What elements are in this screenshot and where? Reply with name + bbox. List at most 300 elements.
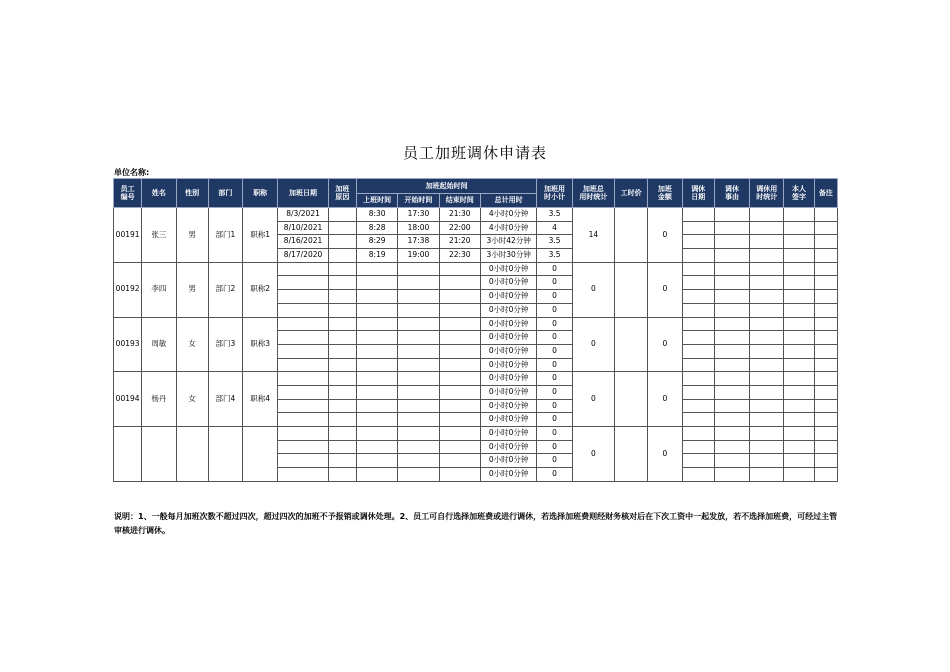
cell-end-ot[interactable]: 22:00 bbox=[439, 221, 480, 235]
cell-position[interactable]: 职称2 bbox=[243, 262, 278, 317]
cell-ot-reason[interactable] bbox=[328, 468, 356, 482]
cell-subtotal-hours: 0 bbox=[537, 385, 572, 399]
cell-name[interactable]: 杨丹 bbox=[142, 372, 176, 427]
unit-name-label: 单位名称: bbox=[114, 168, 150, 177]
cell-ot-reason[interactable] bbox=[328, 317, 356, 331]
cell-start-ot[interactable] bbox=[398, 399, 439, 413]
cell-leave-stats[interactable] bbox=[750, 303, 784, 317]
cell-start-work[interactable] bbox=[356, 413, 397, 427]
cell-emp-id[interactable]: 00193 bbox=[114, 317, 142, 372]
cell-leave-stats[interactable] bbox=[750, 276, 784, 290]
cell-ot-amount: 0 bbox=[648, 208, 682, 263]
cell-ot-reason[interactable] bbox=[328, 413, 356, 427]
cell-start-ot[interactable]: 17:30 bbox=[398, 208, 439, 222]
cell-start-work[interactable] bbox=[356, 440, 397, 454]
cell-ot-reason[interactable] bbox=[328, 385, 356, 399]
cell-total-time: 3小时30分钟 bbox=[480, 249, 536, 263]
cell-remarks[interactable] bbox=[814, 344, 837, 358]
cell-end-ot[interactable] bbox=[439, 454, 480, 468]
cell-dept[interactable]: 部门4 bbox=[208, 372, 242, 427]
cell-dept[interactable]: 部门2 bbox=[208, 262, 242, 317]
cell-remarks[interactable] bbox=[814, 276, 837, 290]
cell-emp-id[interactable]: 00192 bbox=[114, 262, 142, 317]
cell-leave-reason[interactable] bbox=[714, 427, 749, 441]
cell-ot-date[interactable] bbox=[278, 344, 328, 358]
cell-start-ot[interactable] bbox=[398, 427, 439, 441]
cell-gender[interactable]: 女 bbox=[176, 372, 208, 427]
header-position: 职称 bbox=[243, 179, 278, 208]
cell-signature[interactable] bbox=[784, 221, 814, 235]
table-row bbox=[114, 262, 838, 276]
header-hourly-rate: 工时价 bbox=[615, 179, 648, 208]
cell-ot-date[interactable] bbox=[278, 468, 328, 482]
cell-ot-date[interactable] bbox=[278, 276, 328, 290]
cell-start-work[interactable] bbox=[356, 468, 397, 482]
cell-leave-stats[interactable] bbox=[750, 235, 784, 249]
cell-leave-date[interactable] bbox=[682, 399, 714, 413]
cell-end-ot[interactable] bbox=[439, 440, 480, 454]
cell-leave-reason[interactable] bbox=[714, 290, 749, 304]
header-total-stats: 加班总 用时统计 bbox=[572, 179, 614, 208]
cell-ot-date[interactable] bbox=[278, 331, 328, 345]
cell-ot-date[interactable] bbox=[278, 399, 328, 413]
cell-total-time: 0小时0分钟 bbox=[480, 344, 536, 358]
cell-leave-stats[interactable] bbox=[750, 413, 784, 427]
cell-ot-reason[interactable] bbox=[328, 454, 356, 468]
cell-leave-reason[interactable] bbox=[714, 317, 749, 331]
cell-end-ot[interactable]: 22:30 bbox=[439, 249, 480, 263]
cell-gender[interactable]: 男 bbox=[176, 262, 208, 317]
cell-ot-date[interactable] bbox=[278, 454, 328, 468]
header-subtotal-hours: 加班用 时小计 bbox=[537, 179, 572, 208]
cell-ot-date[interactable]: 8/17/2020 bbox=[278, 249, 328, 263]
header-ot-time-group: 加班起始时间 bbox=[356, 179, 536, 194]
cell-position[interactable] bbox=[243, 427, 278, 482]
cell-end-ot[interactable] bbox=[439, 427, 480, 441]
cell-signature[interactable] bbox=[784, 413, 814, 427]
cell-position[interactable]: 职称3 bbox=[243, 317, 278, 372]
cell-start-ot[interactable] bbox=[398, 440, 439, 454]
header-leave-stats: 调休用 时统计 bbox=[750, 179, 784, 208]
header-total-time: 总计用时 bbox=[480, 194, 536, 208]
cell-remarks[interactable] bbox=[814, 303, 837, 317]
cell-total-time: 0小时0分钟 bbox=[480, 262, 536, 276]
cell-position[interactable]: 职称4 bbox=[243, 372, 278, 427]
cell-ot-reason[interactable] bbox=[328, 276, 356, 290]
cell-ot-reason[interactable] bbox=[328, 262, 356, 276]
cell-start-work[interactable] bbox=[356, 290, 397, 304]
cell-subtotal-hours: 0 bbox=[537, 399, 572, 413]
cell-leave-reason[interactable] bbox=[714, 303, 749, 317]
cell-subtotal-hours: 0 bbox=[537, 372, 572, 386]
cell-leave-date[interactable] bbox=[682, 208, 714, 222]
header-emp-id: 员工 编号 bbox=[114, 179, 142, 208]
cell-ot-reason[interactable] bbox=[328, 358, 356, 372]
cell-start-work[interactable] bbox=[356, 262, 397, 276]
cell-name[interactable] bbox=[142, 427, 176, 482]
cell-total-stats: 0 bbox=[572, 372, 614, 427]
cell-ot-reason[interactable] bbox=[328, 221, 356, 235]
cell-signature[interactable] bbox=[784, 331, 814, 345]
header-start-ot: 开始时间 bbox=[398, 194, 439, 208]
cell-start-work[interactable] bbox=[356, 331, 397, 345]
cell-start-work[interactable] bbox=[356, 303, 397, 317]
cell-start-ot[interactable] bbox=[398, 468, 439, 482]
cell-position[interactable]: 职称1 bbox=[243, 208, 278, 263]
cell-remarks[interactable] bbox=[814, 358, 837, 372]
cell-leave-date[interactable] bbox=[682, 276, 714, 290]
cell-ot-date[interactable]: 8/3/2021 bbox=[278, 208, 328, 222]
cell-leave-reason[interactable] bbox=[714, 235, 749, 249]
cell-subtotal-hours: 0 bbox=[537, 427, 572, 441]
cell-start-ot[interactable] bbox=[398, 344, 439, 358]
cell-leave-date[interactable] bbox=[682, 344, 714, 358]
cell-total-time: 0小时0分钟 bbox=[480, 440, 536, 454]
cell-end-ot[interactable] bbox=[439, 468, 480, 482]
cell-end-ot[interactable]: 21:20 bbox=[439, 235, 480, 249]
cell-hourly-rate[interactable] bbox=[615, 427, 648, 482]
cell-leave-stats[interactable] bbox=[750, 440, 784, 454]
cell-end-ot[interactable]: 21:30 bbox=[439, 208, 480, 222]
cell-total-time: 0小时0分钟 bbox=[480, 454, 536, 468]
cell-remarks[interactable] bbox=[814, 317, 837, 331]
cell-signature[interactable] bbox=[784, 440, 814, 454]
cell-total-time: 0小时0分钟 bbox=[480, 468, 536, 482]
cell-name[interactable]: 周敏 bbox=[142, 317, 176, 372]
cell-ot-reason[interactable] bbox=[328, 303, 356, 317]
cell-start-work[interactable] bbox=[356, 427, 397, 441]
cell-start-work[interactable] bbox=[356, 358, 397, 372]
cell-leave-date[interactable] bbox=[682, 413, 714, 427]
cell-start-work[interactable] bbox=[356, 317, 397, 331]
cell-subtotal-hours: 0 bbox=[537, 358, 572, 372]
header-remarks: 备注 bbox=[814, 179, 837, 208]
header-ot-date: 加班日期 bbox=[278, 179, 328, 208]
header-name: 姓名 bbox=[142, 179, 176, 208]
cell-leave-date[interactable] bbox=[682, 303, 714, 317]
cell-remarks[interactable] bbox=[814, 221, 837, 235]
cell-leave-date[interactable] bbox=[682, 385, 714, 399]
cell-leave-stats[interactable] bbox=[750, 221, 784, 235]
cell-signature[interactable] bbox=[784, 290, 814, 304]
cell-ot-reason[interactable] bbox=[328, 235, 356, 249]
cell-signature[interactable] bbox=[784, 385, 814, 399]
cell-leave-stats[interactable] bbox=[750, 208, 784, 222]
cell-subtotal-hours: 3.5 bbox=[537, 208, 572, 222]
cell-start-ot[interactable]: 17:38 bbox=[398, 235, 439, 249]
header-leave-date: 调休 日期 bbox=[682, 179, 714, 208]
cell-start-ot[interactable] bbox=[398, 385, 439, 399]
cell-start-ot[interactable] bbox=[398, 358, 439, 372]
cell-leave-date[interactable] bbox=[682, 427, 714, 441]
cell-start-ot[interactable]: 19:00 bbox=[398, 249, 439, 263]
cell-ot-date[interactable] bbox=[278, 427, 328, 441]
cell-signature[interactable] bbox=[784, 427, 814, 441]
cell-total-stats: 0 bbox=[572, 262, 614, 317]
cell-ot-reason[interactable] bbox=[328, 331, 356, 345]
cell-hourly-rate[interactable] bbox=[615, 208, 648, 263]
cell-total-time: 0小时0分钟 bbox=[480, 372, 536, 386]
cell-total-time: 0小时0分钟 bbox=[480, 385, 536, 399]
cell-leave-reason[interactable] bbox=[714, 468, 749, 482]
cell-name[interactable]: 张三 bbox=[142, 208, 176, 263]
cell-start-work[interactable]: 8:29 bbox=[356, 235, 397, 249]
cell-leave-reason[interactable] bbox=[714, 249, 749, 263]
cell-leave-stats[interactable] bbox=[750, 468, 784, 482]
cell-remarks[interactable] bbox=[814, 468, 837, 482]
cell-subtotal-hours: 0 bbox=[537, 262, 572, 276]
cell-signature[interactable] bbox=[784, 317, 814, 331]
overtime-table bbox=[113, 178, 838, 482]
cell-remarks[interactable] bbox=[814, 249, 837, 263]
cell-start-ot[interactable] bbox=[398, 276, 439, 290]
cell-leave-reason[interactable] bbox=[714, 276, 749, 290]
cell-start-ot[interactable] bbox=[398, 454, 439, 468]
cell-signature[interactable] bbox=[784, 303, 814, 317]
cell-subtotal-hours: 0 bbox=[537, 276, 572, 290]
cell-leave-reason[interactable] bbox=[714, 454, 749, 468]
header-dept: 部门 bbox=[208, 179, 242, 208]
cell-leave-stats[interactable] bbox=[750, 427, 784, 441]
cell-end-ot[interactable] bbox=[439, 290, 480, 304]
cell-end-ot[interactable] bbox=[439, 331, 480, 345]
cell-start-ot[interactable] bbox=[398, 413, 439, 427]
cell-leave-stats[interactable] bbox=[750, 344, 784, 358]
note-text: 说明：1、一般每月加班次数不超过四次，超过四次的加班不予报销或调休处理。2、员工可自行选择加班费或进行调休，若选择加班费则经财务核对后在下次工资中一起发放，若不选择加班费，可经过主管审核进行调休。 bbox=[114, 512, 838, 535]
header-ot-amount: 加班 金额 bbox=[648, 179, 682, 208]
cell-ot-reason[interactable] bbox=[328, 372, 356, 386]
cell-signature[interactable] bbox=[784, 208, 814, 222]
cell-start-work[interactable] bbox=[356, 344, 397, 358]
cell-ot-reason[interactable] bbox=[328, 249, 356, 263]
cell-leave-stats[interactable] bbox=[750, 454, 784, 468]
cell-leave-stats[interactable] bbox=[750, 385, 784, 399]
cell-leave-date[interactable] bbox=[682, 249, 714, 263]
cell-remarks[interactable] bbox=[814, 208, 837, 222]
cell-leave-date[interactable] bbox=[682, 358, 714, 372]
cell-ot-amount: 0 bbox=[648, 372, 682, 427]
cell-leave-reason[interactable] bbox=[714, 358, 749, 372]
cell-ot-reason[interactable] bbox=[328, 290, 356, 304]
cell-ot-date[interactable]: 8/16/2021 bbox=[278, 235, 328, 249]
cell-emp-id[interactable]: 00191 bbox=[114, 208, 142, 263]
cell-leave-date[interactable] bbox=[682, 454, 714, 468]
cell-remarks[interactable] bbox=[814, 385, 837, 399]
cell-leave-stats[interactable] bbox=[750, 249, 784, 263]
cell-gender[interactable]: 女 bbox=[176, 317, 208, 372]
cell-leave-date[interactable] bbox=[682, 235, 714, 249]
cell-ot-reason[interactable] bbox=[328, 208, 356, 222]
cell-start-ot[interactable] bbox=[398, 303, 439, 317]
cell-signature[interactable] bbox=[784, 399, 814, 413]
cell-start-work[interactable] bbox=[356, 276, 397, 290]
cell-ot-date[interactable]: 8/10/2021 bbox=[278, 221, 328, 235]
cell-start-ot[interactable] bbox=[398, 262, 439, 276]
cell-subtotal-hours: 0 bbox=[537, 303, 572, 317]
cell-subtotal-hours: 0 bbox=[537, 440, 572, 454]
header-gender: 性别 bbox=[176, 179, 208, 208]
cell-total-time: 0小时0分钟 bbox=[480, 427, 536, 441]
cell-signature[interactable] bbox=[784, 372, 814, 386]
cell-start-ot[interactable] bbox=[398, 372, 439, 386]
cell-total-time: 4小时0分钟 bbox=[480, 221, 536, 235]
cell-remarks[interactable] bbox=[814, 262, 837, 276]
cell-remarks[interactable] bbox=[814, 331, 837, 345]
cell-remarks[interactable] bbox=[814, 399, 837, 413]
cell-start-work[interactable]: 8:28 bbox=[356, 221, 397, 235]
cell-leave-date[interactable] bbox=[682, 331, 714, 345]
cell-subtotal-hours: 0 bbox=[537, 290, 572, 304]
cell-signature[interactable] bbox=[784, 468, 814, 482]
cell-emp-id[interactable]: 00194 bbox=[114, 372, 142, 427]
cell-end-ot[interactable] bbox=[439, 344, 480, 358]
cell-start-ot[interactable]: 18:00 bbox=[398, 221, 439, 235]
cell-ot-date[interactable] bbox=[278, 262, 328, 276]
cell-leave-reason[interactable] bbox=[714, 372, 749, 386]
cell-leave-reason[interactable] bbox=[714, 385, 749, 399]
cell-dept[interactable]: 部门3 bbox=[208, 317, 242, 372]
cell-leave-date[interactable] bbox=[682, 290, 714, 304]
cell-ot-reason[interactable] bbox=[328, 399, 356, 413]
cell-end-ot[interactable] bbox=[439, 358, 480, 372]
cell-end-ot[interactable] bbox=[439, 276, 480, 290]
cell-subtotal-hours: 3.5 bbox=[537, 235, 572, 249]
cell-signature[interactable] bbox=[784, 276, 814, 290]
cell-dept[interactable]: 部门1 bbox=[208, 208, 242, 263]
cell-signature[interactable] bbox=[784, 249, 814, 263]
cell-start-work[interactable] bbox=[356, 454, 397, 468]
cell-remarks[interactable] bbox=[814, 454, 837, 468]
cell-leave-stats[interactable] bbox=[750, 358, 784, 372]
cell-ot-date[interactable] bbox=[278, 290, 328, 304]
cell-leave-reason[interactable] bbox=[714, 221, 749, 235]
cell-subtotal-hours: 0 bbox=[537, 468, 572, 482]
cell-leave-reason[interactable] bbox=[714, 440, 749, 454]
cell-leave-reason[interactable] bbox=[714, 262, 749, 276]
header-leave-reason: 调休 事由 bbox=[714, 179, 749, 208]
cell-end-ot[interactable] bbox=[439, 413, 480, 427]
cell-total-time: 3小时42分钟 bbox=[480, 235, 536, 249]
cell-signature[interactable] bbox=[784, 235, 814, 249]
cell-hourly-rate[interactable] bbox=[615, 262, 648, 317]
cell-end-ot[interactable] bbox=[439, 372, 480, 386]
cell-leave-stats[interactable] bbox=[750, 399, 784, 413]
cell-signature[interactable] bbox=[784, 262, 814, 276]
cell-subtotal-hours: 3.5 bbox=[537, 249, 572, 263]
cell-start-ot[interactable] bbox=[398, 331, 439, 345]
header-start-work: 上班时间 bbox=[356, 194, 397, 208]
cell-remarks[interactable] bbox=[814, 290, 837, 304]
cell-leave-reason[interactable] bbox=[714, 208, 749, 222]
cell-gender[interactable]: 男 bbox=[176, 208, 208, 263]
cell-ot-date[interactable] bbox=[278, 372, 328, 386]
cell-subtotal-hours: 0 bbox=[537, 454, 572, 468]
cell-total-time: 0小时0分钟 bbox=[480, 331, 536, 345]
cell-hourly-rate[interactable] bbox=[615, 317, 648, 372]
cell-emp-id[interactable] bbox=[114, 427, 142, 482]
cell-leave-stats[interactable] bbox=[750, 372, 784, 386]
cell-total-time: 0小时0分钟 bbox=[480, 290, 536, 304]
cell-leave-stats[interactable] bbox=[750, 290, 784, 304]
cell-start-ot[interactable] bbox=[398, 317, 439, 331]
cell-ot-reason[interactable] bbox=[328, 344, 356, 358]
cell-leave-date[interactable] bbox=[682, 372, 714, 386]
cell-total-time: 4小时0分钟 bbox=[480, 208, 536, 222]
cell-leave-date[interactable] bbox=[682, 317, 714, 331]
cell-signature[interactable] bbox=[784, 454, 814, 468]
cell-leave-date[interactable] bbox=[682, 468, 714, 482]
cell-remarks[interactable] bbox=[814, 427, 837, 441]
cell-total-stats: 0 bbox=[572, 427, 614, 482]
cell-ot-amount: 0 bbox=[648, 262, 682, 317]
cell-start-work[interactable]: 8:30 bbox=[356, 208, 397, 222]
cell-leave-stats[interactable] bbox=[750, 262, 784, 276]
cell-start-work[interactable] bbox=[356, 385, 397, 399]
cell-signature[interactable] bbox=[784, 358, 814, 372]
cell-signature[interactable] bbox=[784, 344, 814, 358]
cell-ot-date[interactable] bbox=[278, 413, 328, 427]
cell-leave-reason[interactable] bbox=[714, 344, 749, 358]
cell-name[interactable]: 李四 bbox=[142, 262, 176, 317]
cell-gender[interactable] bbox=[176, 427, 208, 482]
cell-leave-stats[interactable] bbox=[750, 331, 784, 345]
cell-leave-reason[interactable] bbox=[714, 331, 749, 345]
cell-start-work[interactable] bbox=[356, 399, 397, 413]
header-ot-reason: 加班 原因 bbox=[328, 179, 356, 208]
page-title: 员工加班调休申请表 bbox=[402, 144, 547, 162]
cell-ot-reason[interactable] bbox=[328, 427, 356, 441]
cell-end-ot[interactable] bbox=[439, 317, 480, 331]
cell-leave-date[interactable] bbox=[682, 440, 714, 454]
cell-total-time: 0小时0分钟 bbox=[480, 317, 536, 331]
table-row bbox=[114, 208, 838, 222]
cell-remarks[interactable] bbox=[814, 372, 837, 386]
cell-leave-date[interactable] bbox=[682, 262, 714, 276]
table-row bbox=[114, 317, 838, 331]
cell-end-ot[interactable] bbox=[439, 303, 480, 317]
cell-ot-reason[interactable] bbox=[328, 440, 356, 454]
cell-ot-date[interactable] bbox=[278, 303, 328, 317]
table-row bbox=[114, 427, 838, 441]
cell-start-work[interactable]: 8:19 bbox=[356, 249, 397, 263]
cell-total-stats: 0 bbox=[572, 317, 614, 372]
cell-total-time: 0小时0分钟 bbox=[480, 358, 536, 372]
cell-start-ot[interactable] bbox=[398, 290, 439, 304]
cell-ot-date[interactable] bbox=[278, 385, 328, 399]
cell-remarks[interactable] bbox=[814, 440, 837, 454]
cell-ot-date[interactable] bbox=[278, 440, 328, 454]
cell-remarks[interactable] bbox=[814, 235, 837, 249]
table-row bbox=[114, 372, 838, 386]
cell-leave-reason[interactable] bbox=[714, 413, 749, 427]
cell-leave-stats[interactable] bbox=[750, 317, 784, 331]
cell-remarks[interactable] bbox=[814, 413, 837, 427]
cell-start-work[interactable] bbox=[356, 372, 397, 386]
cell-subtotal-hours: 0 bbox=[537, 317, 572, 331]
cell-ot-date[interactable] bbox=[278, 317, 328, 331]
cell-end-ot[interactable] bbox=[439, 262, 480, 276]
cell-end-ot[interactable] bbox=[439, 399, 480, 413]
cell-hourly-rate[interactable] bbox=[615, 372, 648, 427]
cell-ot-date[interactable] bbox=[278, 358, 328, 372]
cell-leave-date[interactable] bbox=[682, 221, 714, 235]
cell-leave-reason[interactable] bbox=[714, 399, 749, 413]
cell-end-ot[interactable] bbox=[439, 385, 480, 399]
cell-subtotal-hours: 4 bbox=[537, 221, 572, 235]
cell-dept[interactable] bbox=[208, 427, 242, 482]
cell-subtotal-hours: 0 bbox=[537, 344, 572, 358]
cell-total-time: 0小时0分钟 bbox=[480, 413, 536, 427]
